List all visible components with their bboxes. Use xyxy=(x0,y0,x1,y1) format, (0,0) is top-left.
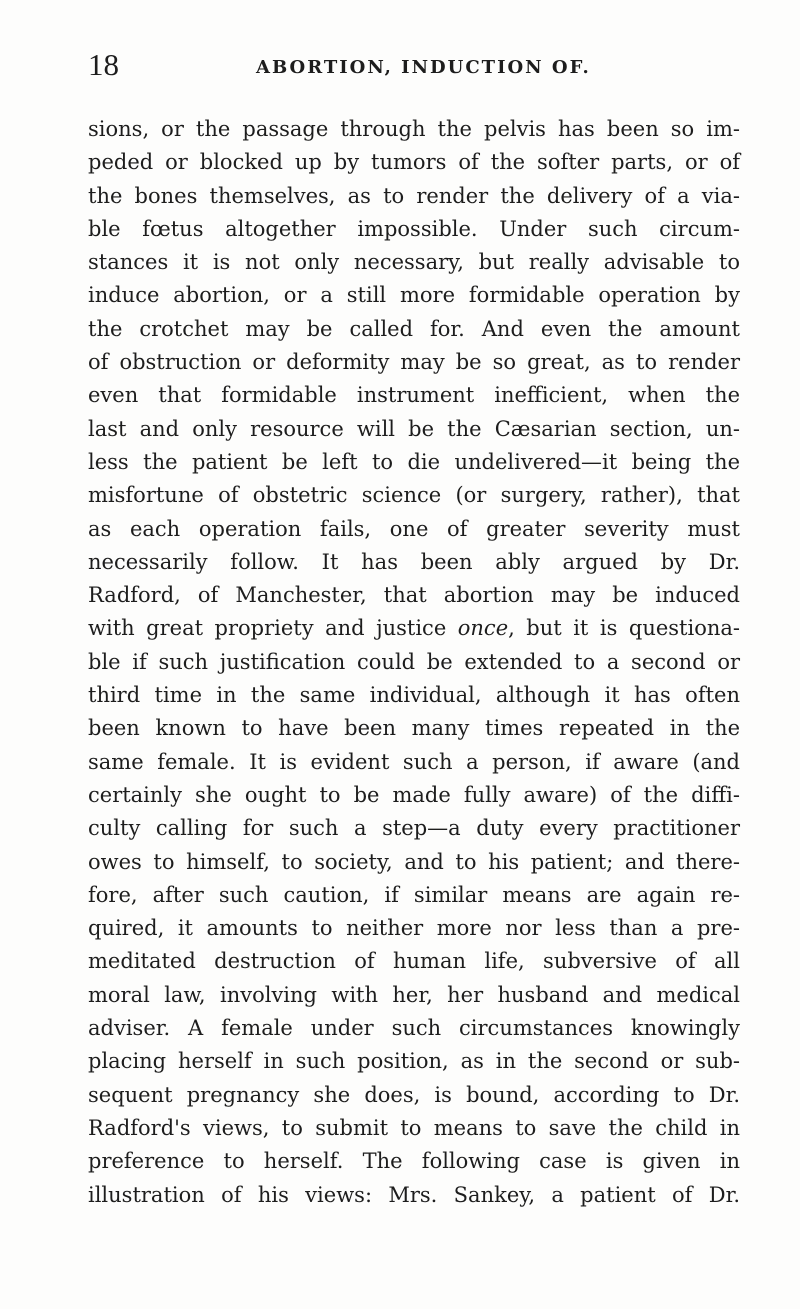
text-line: meditated destruction of human life, subversive of all xyxy=(88,949,740,974)
text-line: the crotchet may be called for. And even the amount xyxy=(88,316,740,341)
text-line: even that formidable instrument inefficient, when the xyxy=(88,383,740,408)
text-line: less the patient be left to die undelivered—it being the xyxy=(88,449,740,474)
text-line: Radford, of Manchester, that abortion may be induced xyxy=(88,583,740,608)
page-header xyxy=(88,48,748,88)
body-text xyxy=(88,113,740,1212)
text-line: peded or blocked up by tumors of the softer parts, or of xyxy=(88,150,740,175)
text-line: the bones themselves, as to render the delivery of a via- xyxy=(88,183,740,208)
text-line: misfortune of obstetric science (or surgery, rather), that xyxy=(88,483,740,508)
text-line: certainly she ought to be made fully aware) of the diffi- xyxy=(88,782,740,807)
text-line: culty calling for such a step—a duty every practitioner xyxy=(88,816,740,841)
text-line: moral law, involving with her, her husband and medical xyxy=(88,982,740,1007)
text-line: third time in the same individual, although it has often xyxy=(88,683,740,708)
text-line: ble fœtus altogether impossible. Under such circum- xyxy=(88,216,740,241)
page-number: 18 xyxy=(88,47,119,82)
text-segment: with great propriety and justice xyxy=(88,616,447,641)
text-line: last and only resource will be the Cæsarian section, un- xyxy=(88,416,740,441)
text-line: stances it is not only necessary, but really advisable to xyxy=(88,250,740,275)
text-line: as each operation fails, one of greater severity must xyxy=(88,516,740,541)
text-line: Radford's views, to submit to means to save the child in xyxy=(88,1115,740,1140)
text-segment: , but it is questiona- xyxy=(508,616,740,641)
text-line: adviser. A female under such circumstances knowingly xyxy=(88,1016,740,1041)
text-line: preference to herself. The following case is given in xyxy=(88,1149,740,1174)
running-head: ABORTION, INDUCTION OF. xyxy=(256,57,591,78)
text-line: of obstruction or deformity may be so great, as to render xyxy=(88,350,740,375)
text-line: sequent pregnancy she does, is bound, according to Dr. xyxy=(88,1082,740,1107)
text-line: owes to himself, to society, and to his patient; and there- xyxy=(88,849,740,874)
text-line: quired, it amounts to neither more nor less than a pre- xyxy=(88,916,740,941)
text-line: placing herself in such position, as in the second or sub- xyxy=(88,1049,740,1074)
text-line: induce abortion, or a still more formidable operation by xyxy=(88,283,740,308)
text-line: fore, after such caution, if similar means are again re- xyxy=(88,882,740,907)
text-line: ble if such justification could be extended to a second or xyxy=(88,649,740,674)
text-line: sions, or the passage through the pelvis has been so im- xyxy=(88,117,740,141)
text-line: illustration of his views: Mrs. Sankey, a patient of Dr. xyxy=(88,1182,740,1207)
italic-word: once xyxy=(457,616,509,641)
text-line: necessarily follow. It has been ably argued by Dr. xyxy=(88,549,740,574)
text-line: same female. It is evident such a person, if aware (and xyxy=(88,749,740,774)
text-line: been known to have been many times repeated in the xyxy=(88,716,740,741)
text-line-with-italic xyxy=(88,612,740,645)
